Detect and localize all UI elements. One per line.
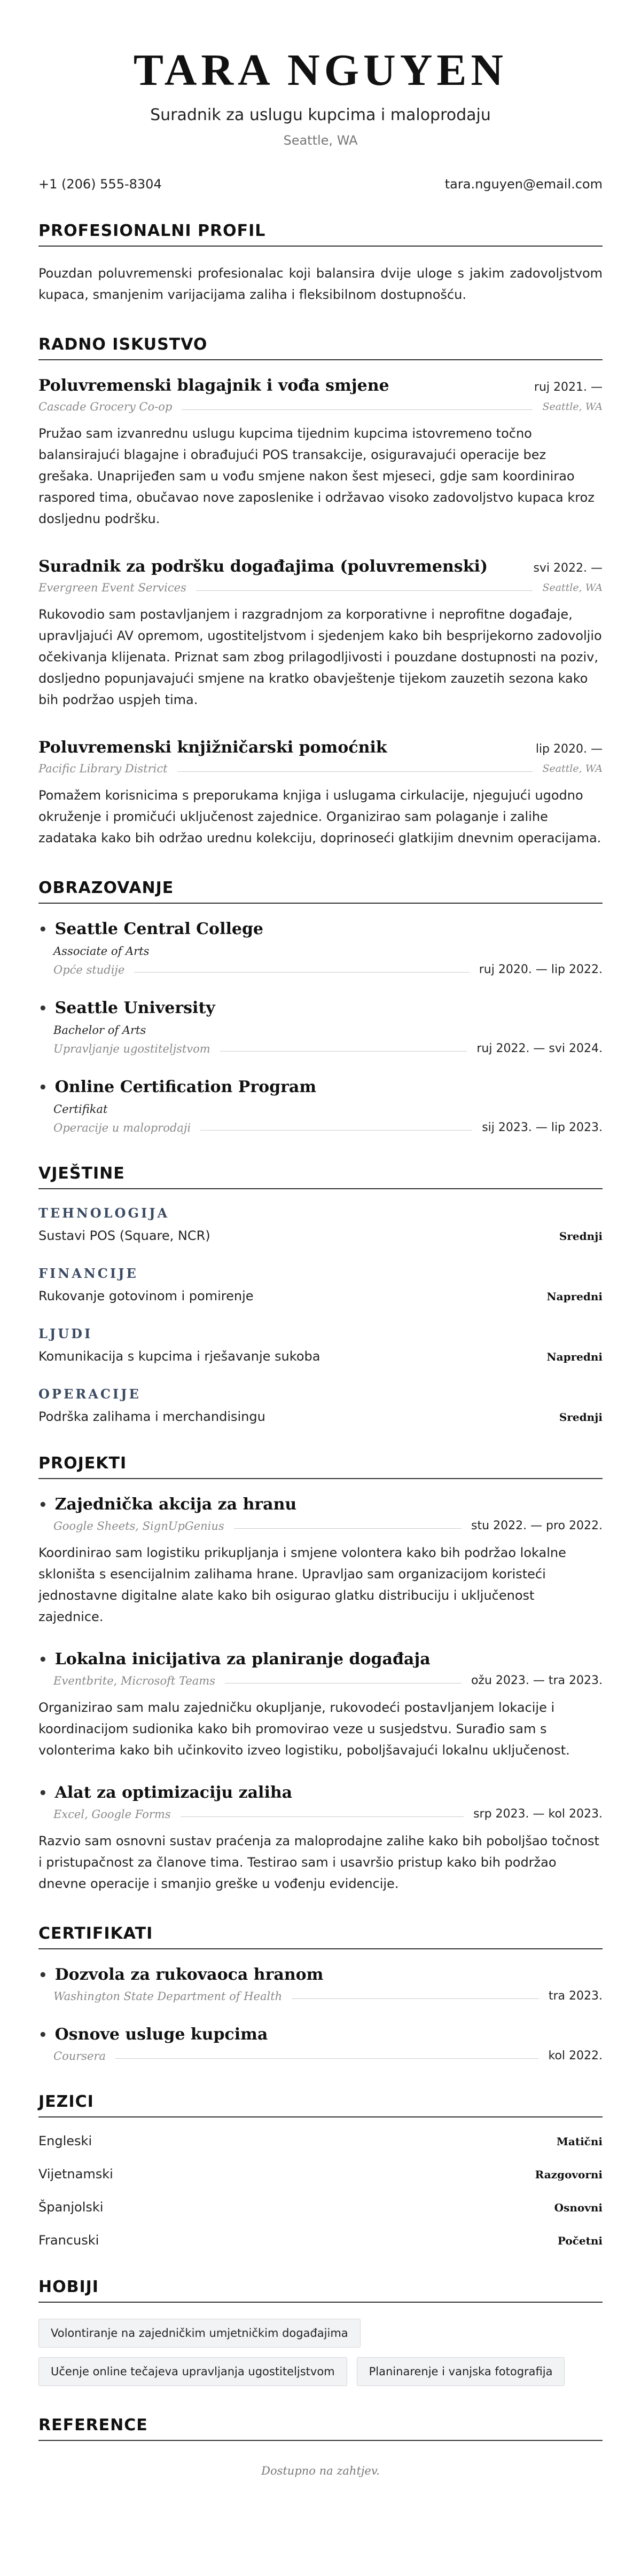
language-name: Engleski — [38, 2134, 92, 2149]
education-date: sij 2023. — lip 2023. — [482, 1121, 603, 1135]
certificate-date: kol 2022. — [548, 2049, 603, 2063]
project-name: Alat za optimizaciju zaliha — [54, 1783, 293, 1803]
language-level: Početni — [557, 2234, 603, 2248]
skill-name: Rukovanje gotovinom i pomirenje — [38, 1289, 254, 1304]
bullet-icon: • — [38, 1497, 48, 1514]
skill-group — [38, 1386, 603, 1424]
job-date: svi 2022. — — [533, 562, 603, 575]
skill-group — [38, 1266, 603, 1303]
skill-name: Sustavi POS (Square, NCR) — [38, 1228, 210, 1244]
hobby-tag: Učenje online tečajeva upravljanja ugostiteljstvom — [38, 2357, 347, 2386]
certificate-issuer: Coursera — [53, 2049, 106, 2063]
certificate-issuer: Washington State Department of Health — [53, 1989, 283, 2003]
skill-group — [38, 1205, 603, 1243]
leader-line — [115, 2053, 538, 2059]
project-date: ožu 2023. — tra 2023. — [471, 1674, 603, 1688]
certificate-name: Osnove usluge kupcima — [54, 2025, 268, 2044]
job-entry — [38, 738, 603, 849]
leader-line — [177, 766, 533, 772]
skill-name: Podrška zalihama i merchandisingu — [38, 1409, 265, 1425]
school-name: Seattle University — [54, 999, 215, 1018]
section-title: RADNO ISKUSTVO — [38, 335, 603, 360]
hobbies-section — [38, 2278, 603, 2386]
candidate-name: TARA NGUYEN — [133, 45, 508, 95]
certificate-name: Dozvola za rukovaoca hranom — [54, 1965, 324, 1985]
job-description: Pružao sam izvanrednu uslugu kupcima tijednim kupcima istovremeno točno balansirajući blagajne i obrađujući POS transakcije, osiguravajući operacije bez grešaka. Unaprijeđen sam u vođu smjene nakon šest mjeseci, gdje sam koordinirao raspored tima, obučavao nove zaposlenike i održavao visoko zadovoljstvo kupaca kroz dosljednu podršku. — [38, 426, 595, 527]
education-entry — [38, 920, 603, 976]
email-address: tara.nguyen@email.com — [444, 177, 603, 192]
project-entry — [38, 1783, 603, 1894]
degree: Certifikat — [53, 1103, 108, 1116]
skill-category: LJUDI — [38, 1326, 93, 1342]
bullet-icon: • — [38, 1967, 48, 1984]
project-date: srp 2023. — kol 2023. — [473, 1807, 603, 1821]
project-entry — [38, 1495, 603, 1627]
degree: Bachelor of Arts — [53, 1024, 146, 1037]
skill-category: OPERACIJE — [38, 1386, 141, 1402]
bullet-icon: • — [38, 1080, 48, 1096]
experience-section — [38, 335, 603, 849]
certificates-section — [38, 1924, 603, 2063]
school-name: Online Certification Program — [54, 1078, 317, 1097]
job-description: Rukovodio sam postavljanjem i razgradnjom za korporativne i neprofitne događaje, upravljajući AV opremom, ugostiteljstvom i sjedenjem kako bih besprijekorno zadovoljio očekivanja klijenata. Priznat sam zbog prilagodljivosti i pouzdane dostupnosti na poziv, dosljedno popunjavajući smjene na kratko obavještenje tijekom zauzetih sezona kako bih podržao uspjeh tima. — [38, 607, 602, 708]
project-tools: Excel, Google Forms — [53, 1807, 171, 1821]
references-section — [38, 2416, 603, 2477]
job-entry — [38, 376, 603, 530]
language-level: Matični — [556, 2135, 603, 2148]
education-date: ruj 2022. — svi 2024. — [476, 1042, 603, 1056]
language-row — [38, 2200, 603, 2215]
skill-category: FINANCIJE — [38, 1266, 138, 1282]
bullet-icon: • — [38, 1785, 48, 1802]
leader-line — [234, 1523, 462, 1529]
project-description: Organizirao sam malu zajedničku okupljanje, rukovodeći postavljanjem lokacije i koordinacijom sudionika kako bih promovirao veze u susjedstvu. Surađio sam s volonterima kako bih učinkovito izveo logistiku, poboljšavajući lokalnu uključenost. — [38, 1700, 570, 1758]
leader-line — [200, 1125, 472, 1131]
leader-line — [292, 1993, 539, 1999]
skill-level: Napredni — [546, 1350, 603, 1364]
leader-line — [225, 1678, 462, 1684]
language-level: Razgovorni — [535, 2168, 603, 2182]
school-name: Seattle Central College — [54, 920, 264, 939]
candidate-role: Suradnik za uslugu kupcima i maloprodaju — [150, 106, 491, 125]
language-row — [38, 2167, 603, 2182]
skill-level: Srednji — [559, 1230, 603, 1243]
job-date: lip 2020. — — [535, 742, 603, 756]
project-date: stu 2022. — pro 2022. — [471, 1519, 603, 1533]
project-description: Razvio sam osnovni sustav praćenja za maloprodajne zalihe kako bih poboljšao točnost i pristupačnost za članove tima. Testirao sam i usavršio pristup kako bih podržao dnevne operacije i smanjio greške u vođenju evidencije. — [38, 1834, 599, 1892]
project-description: Koordinirao sam logistiku prikupljanja i smjene volontera kako bih podržao lokalne skloništa s esencijalnim zalihama hrane. Upravljao sam organizacijom koristeći jednostavne digitalne alate kako bih osigurao glatku distribuciju i uključenost zajednice. — [38, 1545, 566, 1625]
job-employer: Evergreen Event Services — [38, 581, 186, 595]
project-tools: Eventbrite, Microsoft Teams — [53, 1674, 215, 1687]
section-title: PROJEKTI — [38, 1454, 603, 1479]
job-title: Poluvremenski knjižničarski pomoćnik — [38, 738, 387, 757]
skill-group — [38, 1326, 603, 1364]
section-title: JEZICI — [38, 2092, 603, 2117]
hobby-tag: Volontiranje na zajedničkim umjetničkim događajima — [38, 2319, 361, 2348]
skills-section — [38, 1164, 603, 1424]
certificate-date: tra 2023. — [548, 1989, 603, 2003]
education-entry — [38, 999, 603, 1055]
profile-summary: Pouzdan poluvremenski profesionalac koji balansira dvije uloge s jakim zadovoljstvom kupaca, smanjenim varijacijama zaliha i fleksibilnom dostupnošću. — [38, 266, 603, 303]
bullet-icon: • — [38, 922, 48, 938]
education-section — [38, 879, 603, 1134]
language-level: Osnovni — [554, 2201, 603, 2215]
section-title: OBRAZOVANJE — [38, 879, 603, 904]
field-of-study: Operacije u maloprodaji — [53, 1121, 191, 1134]
language-name: Francuski — [38, 2233, 99, 2248]
project-name: Zajednička akcija za hranu — [54, 1495, 297, 1514]
bullet-icon: • — [38, 1652, 48, 1669]
skill-level: Napredni — [546, 1290, 603, 1303]
project-tools: Google Sheets, SignUpGenius — [53, 1519, 224, 1532]
field-of-study: Upravljanje ugostiteljstvom — [53, 1042, 210, 1055]
language-row — [38, 2134, 603, 2148]
job-entry — [38, 557, 603, 710]
hobby-list — [38, 2319, 603, 2386]
leader-line — [196, 585, 533, 591]
hobby-tag: Planinarenje i vanjska fotografija — [357, 2357, 565, 2386]
leader-line — [220, 1046, 467, 1052]
phone-number: +1 (206) 555-8304 — [38, 177, 162, 192]
job-employer: Pacific Library District — [38, 762, 168, 776]
section-title: VJEŠTINE — [38, 1164, 603, 1189]
job-description: Pomažem korisnicima s preporukama knjiga i uslugama cirkulacije, njegujući ugodno okruženje i promičući uključenost zajednice. Organizirao sam polaganje i zalihe zadataka kako bih održao urednu kolekciju, doprinoseći glatkijim dnevnim operacijama. — [38, 788, 601, 846]
profile-section — [38, 222, 603, 305]
certificate-entry — [38, 2025, 603, 2063]
skill-name: Komunikacija s kupcima i rješavanje sukoba — [38, 1349, 320, 1364]
bullet-icon: • — [38, 2027, 48, 2044]
job-location: Seattle, WA — [542, 582, 603, 594]
certificate-entry — [38, 1965, 603, 2003]
references-note: Dostupno na zahtjev. — [261, 2464, 380, 2478]
skill-category: TEHNOLOGIJA — [38, 1205, 170, 1221]
section-title: HOBIJI — [38, 2278, 603, 2303]
language-row — [38, 2233, 603, 2248]
job-title: Poluvremenski blagajnik i vođa smjene — [38, 376, 389, 396]
project-name: Lokalna inicijativa za planiranje događaja — [54, 1650, 431, 1669]
resume-header — [38, 47, 603, 192]
job-location: Seattle, WA — [542, 763, 603, 775]
leader-line — [181, 1811, 464, 1817]
section-title: PROFESIONALNI PROFIL — [38, 222, 603, 247]
candidate-location: Seattle, WA — [283, 133, 358, 148]
job-location: Seattle, WA — [542, 401, 603, 413]
language-name: Španjolski — [38, 2200, 104, 2215]
skill-level: Srednji — [559, 1411, 603, 1424]
language-name: Vijetnamski — [38, 2167, 113, 2182]
education-date: ruj 2020. — lip 2022. — [479, 963, 603, 977]
project-entry — [38, 1650, 603, 1761]
section-title: CERTIFIKATI — [38, 1924, 603, 1949]
leader-line — [182, 404, 533, 410]
job-employer: Cascade Grocery Co-op — [38, 400, 173, 414]
field-of-study: Opće studije — [53, 963, 125, 976]
contact-row — [38, 177, 603, 192]
bullet-icon: • — [38, 1001, 48, 1017]
section-title: REFERENCE — [38, 2416, 603, 2441]
leader-line — [134, 967, 469, 973]
degree: Associate of Arts — [53, 945, 150, 958]
job-title: Suradnik za podršku događajima (poluvremenski) — [38, 557, 488, 576]
education-entry — [38, 1078, 603, 1134]
projects-section — [38, 1454, 603, 1894]
job-date: ruj 2021. — — [534, 381, 603, 394]
languages-section — [38, 2092, 603, 2248]
